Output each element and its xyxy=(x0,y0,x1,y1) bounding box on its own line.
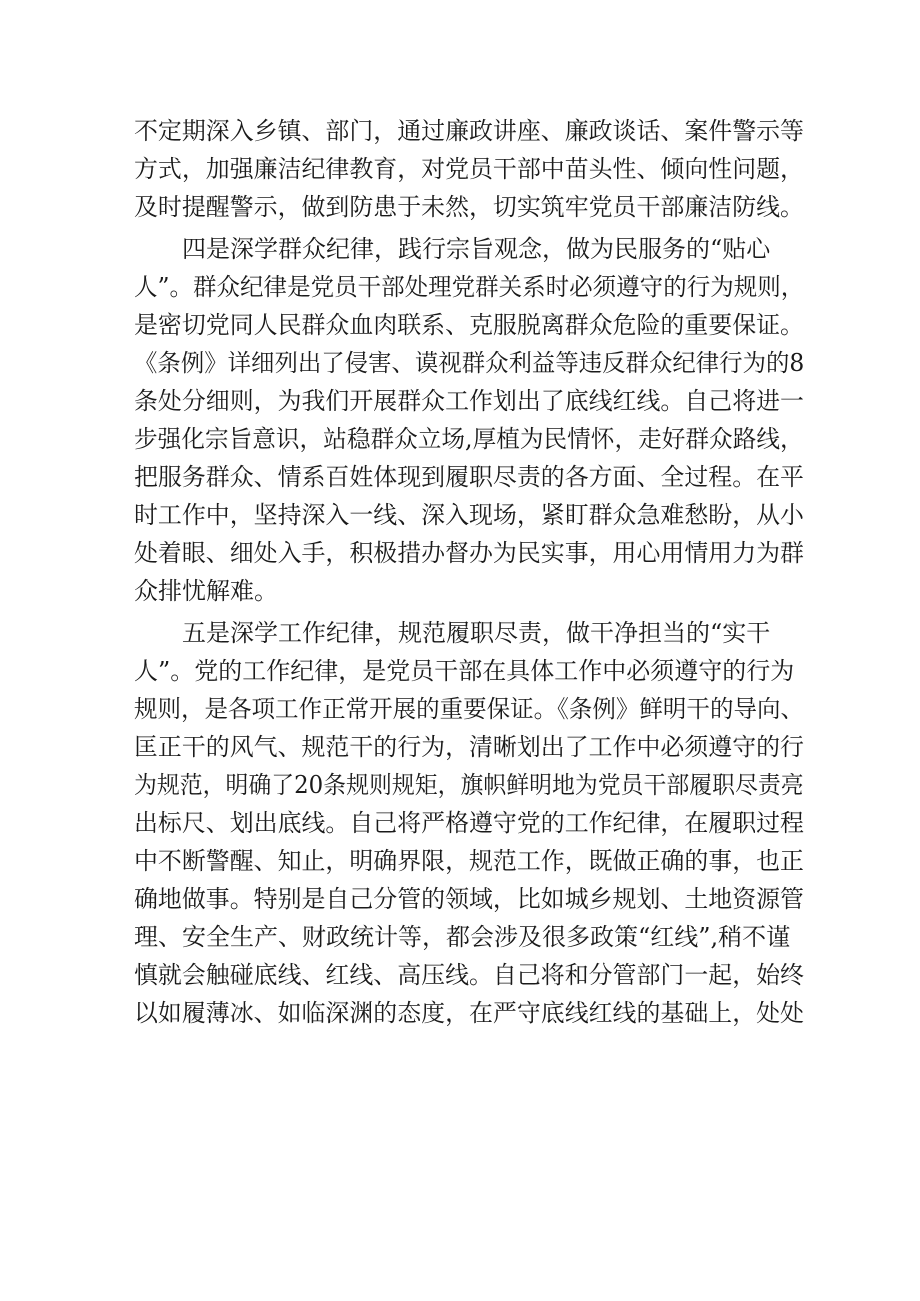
text-line: 是密切党同人民群众血肉联系、克服脱离群众危险的重要保证。 xyxy=(134,311,804,339)
text-line: 及时提醒警示，做到防患于未然，切实筑牢党员干部廉洁防线。 xyxy=(134,193,804,221)
text-line: 规则，是各项工作正常开展的重要保证。《条例》鲜明干的导向、 xyxy=(134,695,804,723)
text-line: 慎就会触碰底线、红线、高压线。自己将和分管部门一起，始终 xyxy=(134,961,804,989)
text-line: 人”。党的工作纪律，是党员干部在具体工作中必须遵守的行为 xyxy=(134,657,795,685)
text-line: 条处分细则，为我们开展群众工作划出了底线红线。自己将进一 xyxy=(134,387,804,415)
text-line: 人”。群众纪律是党员干部处理党群关系时必须遵守的行为规则， xyxy=(134,273,805,301)
text-line: 众排忧解难。 xyxy=(134,577,278,605)
text-line: 出标尺、划出底线。自己将严格遵守党的工作纪律，在履职过程 xyxy=(134,809,804,837)
paragraph-5-first-line: 五是深学工作纪律，规范履职尽责，做干净担当的“实干 xyxy=(182,619,771,647)
text-line: 以如履薄冰、如临深渊的态度，在严守底线红线的基础上，处处 xyxy=(134,999,804,1027)
text-line: 方式，加强廉洁纪律教育，对党员干部中苗头性、倾向性问题， xyxy=(134,155,804,183)
text-line: 《条例》详细列出了侵害、谟视群众利益等违反群众纪律行为的8 xyxy=(134,349,805,377)
text-line: 步强化宗旨意识，站稳群众立场,厚植为民情怀，走好群众路线， xyxy=(134,425,804,453)
paragraph-4-first-line: 四是深学群众纪律，践行宗旨观念，做为民服务的“贴心 xyxy=(182,235,771,263)
text-line: 不定期深入乡镇、部门，通过廉政讲座、廉政谈话、案件警示等 xyxy=(134,117,804,145)
text-line: 时工作中，坚持深入一线、深入现场，紧盯群众急难愁盼，从小 xyxy=(134,501,804,529)
text-line: 为规范，明确了20条规则规矩，旗帜鲜明地为党员干部履职尽责亮 xyxy=(134,771,804,799)
text-line: 匡正干的风气、规范干的行为，清晰划出了工作中必须遵守的行 xyxy=(134,733,804,761)
text-line: 中不断警醒、知止，明确界限，规范工作，既做正确的事，也正 xyxy=(134,847,804,875)
text-line: 确地做事。特别是自己分管的领域，比如城乡规划、土地资源管 xyxy=(134,885,804,913)
text-line: 把服务群众、情系百姓体现到履职尽责的各方面、全过程。在平 xyxy=(134,463,804,491)
text-line: 理、安全生产、财政统计等，都会涉及很多政策“红线”,稍不谨 xyxy=(134,923,791,951)
text-line: 处着眼、细处入手，积极措办督办为民实事，用心用情用力为群 xyxy=(134,539,804,567)
